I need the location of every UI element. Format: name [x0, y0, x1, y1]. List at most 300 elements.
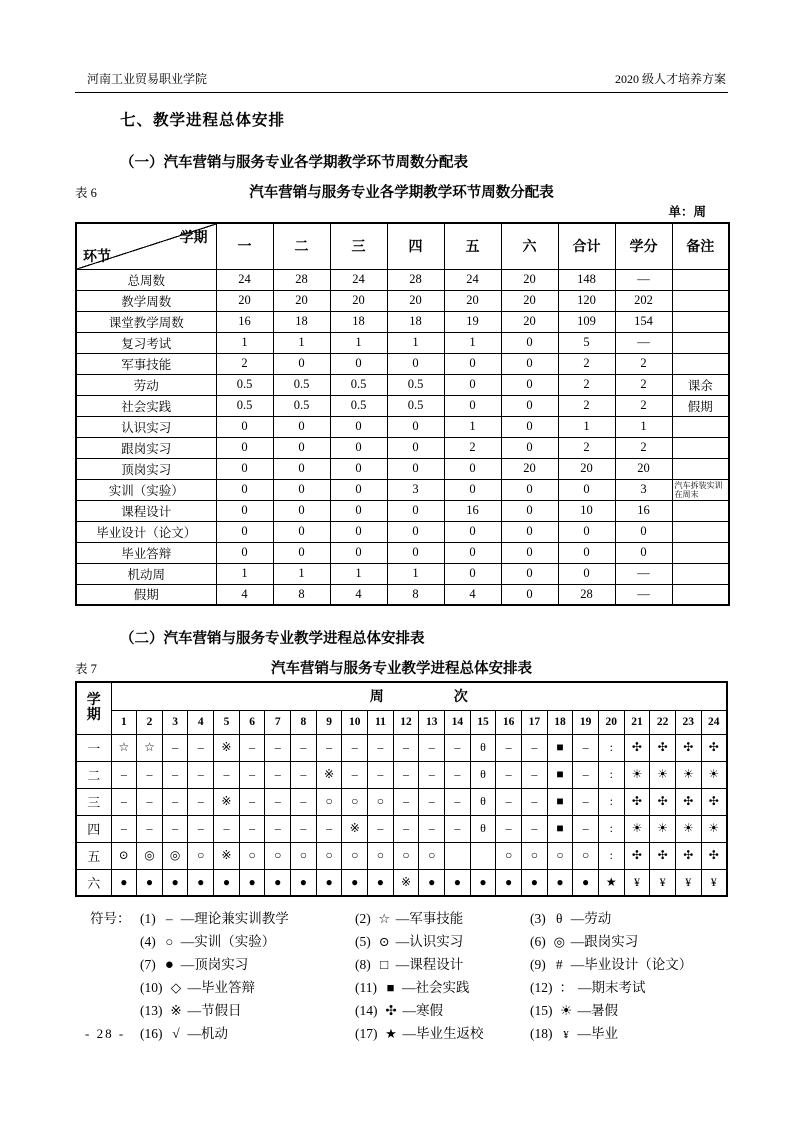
- table7-cell: ●: [342, 869, 368, 896]
- legend-item: [140, 976, 355, 999]
- table7-cell: –: [265, 815, 291, 842]
- table7-cell: –: [522, 761, 548, 788]
- table6-row-name: 社会实践: [76, 395, 216, 416]
- table6-corner-cell: [76, 223, 216, 269]
- table7-cell: ✣: [701, 734, 727, 761]
- table6-cell: 0: [330, 500, 387, 521]
- legend-row: [90, 999, 728, 1022]
- table6-cell: 8: [273, 584, 330, 605]
- table7-cell: ●: [470, 869, 496, 896]
- table6-cell: 8: [387, 584, 444, 605]
- table7-cell: –: [239, 815, 265, 842]
- legend-item-number: (9): [530, 957, 546, 972]
- table6-remark-cell: [672, 437, 729, 458]
- table7-cell: ☀: [650, 761, 676, 788]
- page-number: - 28 -: [85, 1026, 126, 1041]
- table7-cell: –: [111, 815, 137, 842]
- table6-row-name: 实训（实验）: [76, 479, 216, 500]
- table7-cell: ●: [547, 869, 573, 896]
- table7-cell: –: [265, 734, 291, 761]
- symbol-legend: [90, 907, 728, 1045]
- table7-cell: –: [368, 761, 394, 788]
- table6-cell: 0: [330, 458, 387, 479]
- table6-cell: 0: [330, 479, 387, 500]
- table6-cell: 20: [558, 458, 615, 479]
- table7-cell: –: [214, 761, 240, 788]
- table7-semester-label: 三: [76, 788, 111, 815]
- table6-row-name: 假期: [76, 584, 216, 605]
- table6-column-header-2: 二: [273, 223, 330, 269]
- table7-cell: ■: [547, 761, 573, 788]
- table6-row-name: 跟岗实习: [76, 437, 216, 458]
- table7-row: [76, 734, 727, 761]
- table6-cell: 2: [558, 353, 615, 374]
- table6-cell: 1: [216, 332, 273, 353]
- table7-cell: –: [573, 815, 599, 842]
- table7-cell: –: [368, 815, 394, 842]
- legend-description: —社会实践: [402, 980, 470, 995]
- legend-description: —寒假: [402, 1003, 443, 1018]
- week-number: 18: [547, 710, 573, 734]
- legend-symbol: ⊙: [378, 934, 390, 949]
- legend-description: —课程设计: [395, 957, 464, 972]
- table6-remark-cell: [672, 290, 729, 311]
- table7-cell: ✣: [624, 788, 650, 815]
- table7-cell: ✣: [675, 788, 701, 815]
- table6-row-name: 军事技能: [76, 353, 216, 374]
- table6-cell: 28: [273, 269, 330, 290]
- table6-row-name: 机动周: [76, 563, 216, 584]
- table7-row: [76, 761, 727, 788]
- table6-cell: 0: [501, 563, 558, 584]
- table7-cell: ¥: [624, 869, 650, 896]
- table6-cell: 0.5: [216, 374, 273, 395]
- table6-cell: 0: [501, 374, 558, 395]
- week-number: 22: [650, 710, 676, 734]
- table6-cell: 0: [216, 416, 273, 437]
- table7-cell: ◎: [137, 842, 163, 869]
- table6-row: [76, 542, 729, 563]
- table6-cell: 2: [558, 374, 615, 395]
- table6-cell: 1: [558, 416, 615, 437]
- header-school-name: 河南工业贸易职业学院: [87, 72, 208, 86]
- table6-cell: 109: [558, 311, 615, 332]
- table7-cell: ☀: [675, 815, 701, 842]
- week-number: 14: [445, 710, 471, 734]
- table7-cell: –: [214, 815, 240, 842]
- table6-cell: 0.5: [216, 395, 273, 416]
- table7-cell: [445, 842, 471, 869]
- table7-cell: :: [598, 842, 624, 869]
- table7-cell: –: [188, 761, 214, 788]
- table7-cell: ■: [547, 815, 573, 842]
- legend-item-number: (10): [140, 980, 163, 995]
- legend-item: [530, 907, 611, 930]
- table6-cell: 3: [615, 479, 672, 500]
- table7-cell: –: [162, 815, 188, 842]
- legend-symbol: ☀: [559, 1003, 573, 1018]
- table6-cell: 0: [501, 584, 558, 605]
- legend-item-number: (7): [140, 957, 156, 972]
- table7-cell: ※: [316, 761, 342, 788]
- table6-cell: 0: [216, 458, 273, 479]
- table7-cell: ●: [573, 869, 599, 896]
- table7-cell: ☀: [675, 761, 701, 788]
- table6-cell: 19: [444, 311, 501, 332]
- table6-remark-cell: [672, 542, 729, 563]
- table6-cell: 0: [444, 374, 501, 395]
- table6-cell: 2: [558, 395, 615, 416]
- table7-cell: –: [239, 788, 265, 815]
- table7-cell: ✣: [650, 734, 676, 761]
- table7-cell: ✣: [650, 788, 676, 815]
- table6-cell: 0: [444, 479, 501, 500]
- table7-cell: –: [368, 734, 394, 761]
- table7-cell: ✣: [650, 842, 676, 869]
- legend-item: [140, 930, 355, 953]
- table6-column-header-6: 六: [501, 223, 558, 269]
- legend-item-number: (18): [530, 1026, 553, 1041]
- week-number: 1: [111, 710, 137, 734]
- legend-description: —暑假: [577, 1003, 618, 1018]
- table6-cell: 4: [444, 584, 501, 605]
- legend-item-number: (13): [140, 1003, 163, 1018]
- table7-cell: ●: [445, 869, 471, 896]
- table7-cell: –: [573, 788, 599, 815]
- table6-cell: 0: [216, 500, 273, 521]
- table7-cell: ○: [522, 842, 548, 869]
- legend-item-number: (5): [355, 934, 371, 949]
- table7-cell: –: [316, 734, 342, 761]
- table6-cell: 1: [615, 416, 672, 437]
- table7-cell: θ: [470, 815, 496, 842]
- legend-symbol: #: [555, 957, 563, 972]
- legend-symbol: ■: [386, 980, 395, 995]
- table7-cell: ●: [111, 869, 137, 896]
- table6-cell: 20: [501, 269, 558, 290]
- table7-cell: ○: [393, 842, 419, 869]
- table7-cell: ●: [496, 869, 522, 896]
- table7-cell: θ: [470, 761, 496, 788]
- table6-remark-cell: [672, 458, 729, 479]
- table6-cell: 20: [501, 290, 558, 311]
- table7-cell: ○: [368, 788, 394, 815]
- table7-cell: ○: [316, 788, 342, 815]
- table6-column-header-8: 学分: [615, 223, 672, 269]
- table7-cell: ☀: [650, 815, 676, 842]
- legend-item-number: (6): [530, 934, 546, 949]
- legend-item-number: (15): [530, 1003, 553, 1018]
- legend-item-number: (12): [530, 980, 553, 995]
- table7-cell: ○: [419, 842, 445, 869]
- legend-item: [355, 907, 530, 930]
- table7-cell: –: [393, 761, 419, 788]
- table7-cell: :: [598, 734, 624, 761]
- legend-item-number: (2): [355, 911, 371, 926]
- table6-cell: 0.5: [387, 374, 444, 395]
- table7-cell: –: [522, 815, 548, 842]
- legend-symbol: ◇: [170, 980, 182, 995]
- week-number: 16: [496, 710, 522, 734]
- table6-row-name: 总周数: [76, 269, 216, 290]
- table6-remark-cell: [672, 269, 729, 290]
- table6-cell: 1: [273, 563, 330, 584]
- table7-cell: ●: [419, 869, 445, 896]
- table6-remark-cell: 假期: [672, 395, 729, 416]
- table7-cell: –: [162, 734, 188, 761]
- table7-cell: –: [265, 788, 291, 815]
- table7-header-row: [76, 682, 727, 710]
- table7-cell: –: [496, 734, 522, 761]
- legend-description: —实训（实验）: [180, 934, 276, 949]
- table7-cell: ●: [522, 869, 548, 896]
- table6-caption: [75, 181, 728, 201]
- table7-cell: ★: [598, 869, 624, 896]
- table7-cell: –: [188, 788, 214, 815]
- table7-cell: –: [111, 761, 137, 788]
- legend-item: [355, 999, 530, 1022]
- table6-cell: 1: [330, 332, 387, 353]
- table7-cell: ○: [342, 842, 368, 869]
- week-header-ci: 次: [453, 690, 468, 706]
- table6-row: [76, 395, 729, 416]
- table6-cell: 0: [444, 542, 501, 563]
- week-number: 3: [162, 710, 188, 734]
- table7-cell: –: [291, 788, 317, 815]
- table6-cell: 0: [558, 542, 615, 563]
- table7-cell: :: [598, 761, 624, 788]
- table7-label: 表 7: [75, 662, 97, 676]
- table6-cell: 16: [216, 311, 273, 332]
- table7-cell: ○: [342, 788, 368, 815]
- table7-cell: –: [496, 815, 522, 842]
- table6-cell: 154: [615, 311, 672, 332]
- table6-cell: 20: [387, 290, 444, 311]
- table7-cell: ☆: [111, 734, 137, 761]
- legend-symbol: ：: [559, 980, 573, 995]
- table6-cell: 0: [558, 563, 615, 584]
- table6-cell: 0: [216, 542, 273, 563]
- table6-cell: 16: [615, 500, 672, 521]
- table7-cell: ●: [265, 869, 291, 896]
- table7-cell: :: [598, 815, 624, 842]
- table6-cell: 2: [615, 374, 672, 395]
- table7-cell: ✣: [701, 842, 727, 869]
- table7-cell: –: [393, 815, 419, 842]
- table6-remark-cell: [672, 332, 729, 353]
- table6-row: [76, 521, 729, 542]
- table6-cell: 0: [444, 563, 501, 584]
- table6-row-name: 复习考试: [76, 332, 216, 353]
- table6-row-name: 顶岗实习: [76, 458, 216, 479]
- table6-cell: 4: [330, 584, 387, 605]
- table6-remark-cell: [672, 521, 729, 542]
- table6-cell: 5: [558, 332, 615, 353]
- table7-semester-label: 一: [76, 734, 111, 761]
- legend-item-number: (14): [355, 1003, 378, 1018]
- table7-cell: ■: [547, 788, 573, 815]
- table6-cell: 0.5: [273, 395, 330, 416]
- table6-remark-cell: 课余: [672, 374, 729, 395]
- corner-label-stage: 环节: [83, 249, 111, 265]
- table7-cell: ●: [137, 869, 163, 896]
- legend-symbol: ◎: [553, 934, 565, 949]
- table7-cell: –: [111, 788, 137, 815]
- table6-cell: 20: [330, 290, 387, 311]
- table6-cell: 2: [615, 353, 672, 374]
- table6-cell: 18: [387, 311, 444, 332]
- table6-cell: 16: [444, 500, 501, 521]
- weeks-distribution-table: [75, 222, 730, 606]
- table7-cell: –: [445, 815, 471, 842]
- legend-item: [355, 1022, 530, 1045]
- table6-cell: 2: [615, 395, 672, 416]
- table6-cell: 1: [387, 332, 444, 353]
- table6-cell: 2: [444, 437, 501, 458]
- table7-cell: ※: [393, 869, 419, 896]
- table7-cell: –: [419, 734, 445, 761]
- table7-cell: ✣: [624, 842, 650, 869]
- table6-cell: 10: [558, 500, 615, 521]
- legend-item: [355, 930, 530, 953]
- legend-description: —理论兼实训教学: [180, 911, 289, 926]
- table6-cell: 0: [330, 521, 387, 542]
- table7-cell: –: [342, 761, 368, 788]
- table6-cell: 0: [330, 416, 387, 437]
- table7-cell: θ: [470, 788, 496, 815]
- legend-description: —机动: [187, 1026, 228, 1041]
- table6-cell: 3: [387, 479, 444, 500]
- legend-item: [355, 976, 530, 999]
- table6-cell: 20: [273, 290, 330, 311]
- table6-cell: 0: [273, 416, 330, 437]
- table7-cell: ☀: [624, 761, 650, 788]
- table6-row-name: 劳动: [76, 374, 216, 395]
- week-number: 23: [675, 710, 701, 734]
- legend-description: —军事技能: [395, 911, 464, 926]
- table7-cell: ※: [214, 842, 240, 869]
- section-title: 七、教学进程总体安排: [120, 112, 286, 129]
- table6-row: [76, 311, 729, 332]
- table7-cell: ¥: [650, 869, 676, 896]
- table7-cell: –: [496, 788, 522, 815]
- table7-cell: ●: [162, 869, 188, 896]
- legend-item-number: (17): [355, 1026, 378, 1041]
- legend-item: [530, 999, 618, 1022]
- table6-cell: 0: [501, 416, 558, 437]
- table6-cell: 0.5: [330, 395, 387, 416]
- table6-row-name: 认识实习: [76, 416, 216, 437]
- table7-cell: –: [188, 815, 214, 842]
- table7-cell: ※: [214, 734, 240, 761]
- table6-cell: 1: [387, 563, 444, 584]
- table6-cell: 0: [216, 521, 273, 542]
- table7-cell: ※: [342, 815, 368, 842]
- table6-cell: 20: [444, 290, 501, 311]
- table7-cell: –: [162, 788, 188, 815]
- legend-prefix: 符号：: [90, 911, 131, 926]
- table7-cell: –: [316, 815, 342, 842]
- table6-cell: 0: [387, 437, 444, 458]
- table6-remark-cell: [672, 353, 729, 374]
- table6-cell: 0: [444, 521, 501, 542]
- table7-cell: ■: [547, 734, 573, 761]
- table6-cell: 24: [216, 269, 273, 290]
- table6-cell: 0: [387, 353, 444, 374]
- legend-row: [90, 1022, 728, 1045]
- table7-cell: –: [496, 761, 522, 788]
- legend-description: —节假日: [187, 1003, 242, 1018]
- week-number: 7: [265, 710, 291, 734]
- table6-remark-cell: 汽车拆装实训在周末: [672, 479, 729, 500]
- legend-item-number: (11): [355, 980, 377, 995]
- table6-row: [76, 458, 729, 479]
- table7-cell: –: [239, 734, 265, 761]
- table6-cell: 28: [558, 584, 615, 605]
- table6-cell: 0: [273, 521, 330, 542]
- legend-symbol: □: [380, 957, 389, 972]
- legend-item-number: (8): [355, 957, 371, 972]
- table7-cell: –: [393, 788, 419, 815]
- table6-cell: 0: [273, 437, 330, 458]
- table6-cell: 0: [444, 458, 501, 479]
- week-header-zhou: 周: [369, 690, 384, 706]
- table7-cell: –: [419, 761, 445, 788]
- table7-cell: ¥: [675, 869, 701, 896]
- table6-cell: 0: [387, 500, 444, 521]
- table6-cell: 0: [330, 542, 387, 563]
- table6-cell: 202: [615, 290, 672, 311]
- table6-cell: 0: [501, 521, 558, 542]
- table7-cell: ○: [188, 842, 214, 869]
- table6-cell: 28: [387, 269, 444, 290]
- legend-symbol: ○: [165, 934, 174, 949]
- table6-cell: 0: [216, 479, 273, 500]
- table6-column-header-4: 四: [387, 223, 444, 269]
- table7-cell: –: [265, 761, 291, 788]
- table7-cell: ☀: [701, 815, 727, 842]
- table6-row: [76, 479, 729, 500]
- table7-cell: ○: [316, 842, 342, 869]
- table6-unit: 单：周: [668, 205, 706, 219]
- table7-cell: –: [522, 734, 548, 761]
- legend-description: —毕业生返校: [402, 1026, 484, 1041]
- subsection-title-1: （一）汽车营销与服务专业各学期教学环节周数分配表: [120, 155, 468, 171]
- table7-cell: –: [137, 761, 163, 788]
- subsection-title-2: （二）汽车营销与服务专业教学进程总体安排表: [120, 631, 425, 647]
- legend-description: —期末考试: [578, 980, 646, 995]
- corner-label-semester: 学期: [179, 231, 208, 246]
- table7-cell: ☀: [624, 815, 650, 842]
- table6-cell: 0: [387, 542, 444, 563]
- table6-remark-cell: [672, 500, 729, 521]
- table6-row: [76, 269, 729, 290]
- table7-cell: ●: [239, 869, 265, 896]
- table7-cell: ●: [291, 869, 317, 896]
- table6-cell: 0: [273, 353, 330, 374]
- table7-cell: ☆: [137, 734, 163, 761]
- table6-cell: 20: [615, 458, 672, 479]
- table7-cell: ✣: [675, 842, 701, 869]
- table6-column-header-5: 五: [444, 223, 501, 269]
- table6-cell: 1: [444, 416, 501, 437]
- table7-cell: ✣: [624, 734, 650, 761]
- table6-row-name: 毕业答辩: [76, 542, 216, 563]
- table6-cell: 0: [444, 353, 501, 374]
- table6-cell: 4: [216, 584, 273, 605]
- week-number: 20: [598, 710, 624, 734]
- week-number: 2: [137, 710, 163, 734]
